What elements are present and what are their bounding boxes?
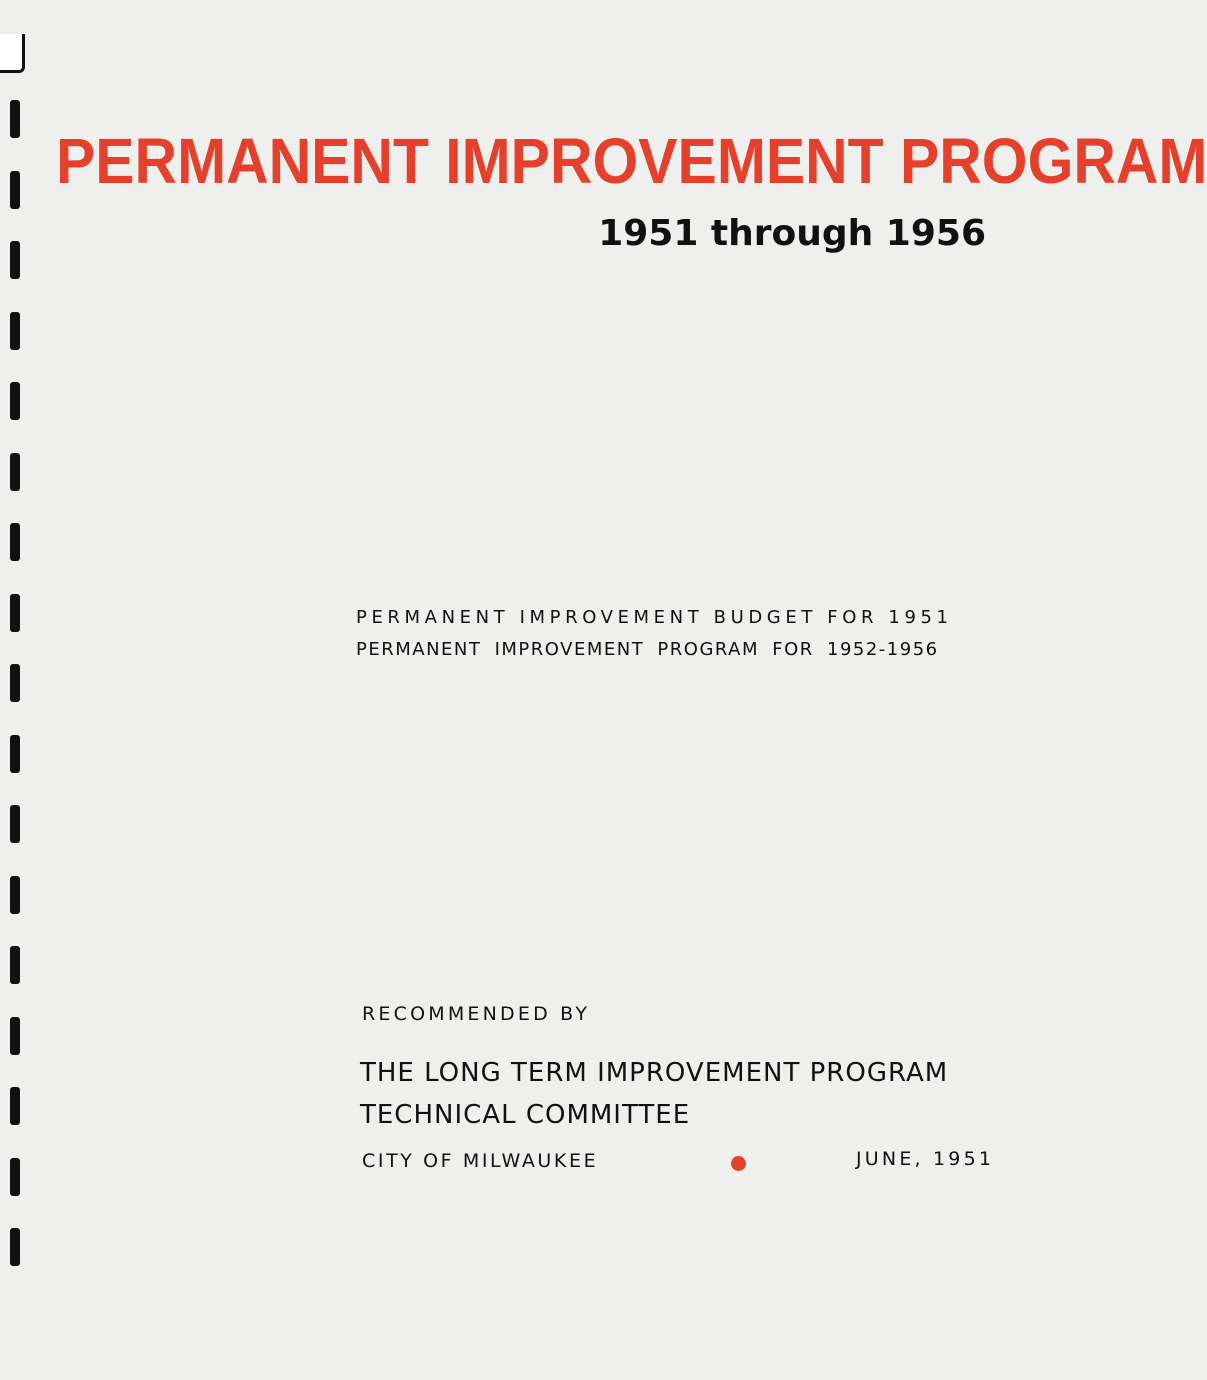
recommended-by-label: RECOMMENDED BY [362,1003,591,1025]
binding-hole [10,664,20,702]
binding-hole [10,453,20,491]
binding-hole [10,1228,20,1266]
corner-tab [0,34,25,73]
binding-hole [10,100,20,138]
binding-hole [10,1158,20,1196]
spiral-binding [8,0,28,1380]
binding-hole [10,876,20,914]
red-dot-separator [731,1156,746,1171]
binding-hole [10,805,20,843]
binding-hole [10,946,20,984]
publication-date: JUNE, 1951 [856,1148,995,1170]
binding-hole [10,382,20,420]
binding-hole [10,735,20,773]
binding-hole [10,312,20,350]
binding-hole [10,241,20,279]
program-line: PERMANENT IMPROVEMENT PROGRAM FOR 1952-1956 [356,639,939,660]
main-title: PERMANENT IMPROVEMENT PROGRAM [56,125,1207,197]
committee-name-line-2: TECHNICAL COMMITTEE [360,1100,691,1130]
binding-hole [10,1087,20,1125]
binding-hole [10,594,20,632]
committee-name-line-1: THE LONG TERM IMPROVEMENT PROGRAM [360,1058,949,1088]
binding-hole [10,1017,20,1055]
city-name: CITY OF MILWAUKEE [362,1150,599,1172]
subtitle-years: 1951 through 1956 [598,213,986,254]
budget-line: PERMANENT IMPROVEMENT BUDGET FOR 1951 [356,607,953,628]
binding-hole [10,171,20,209]
budget-block [356,604,988,668]
binding-hole [10,523,20,561]
